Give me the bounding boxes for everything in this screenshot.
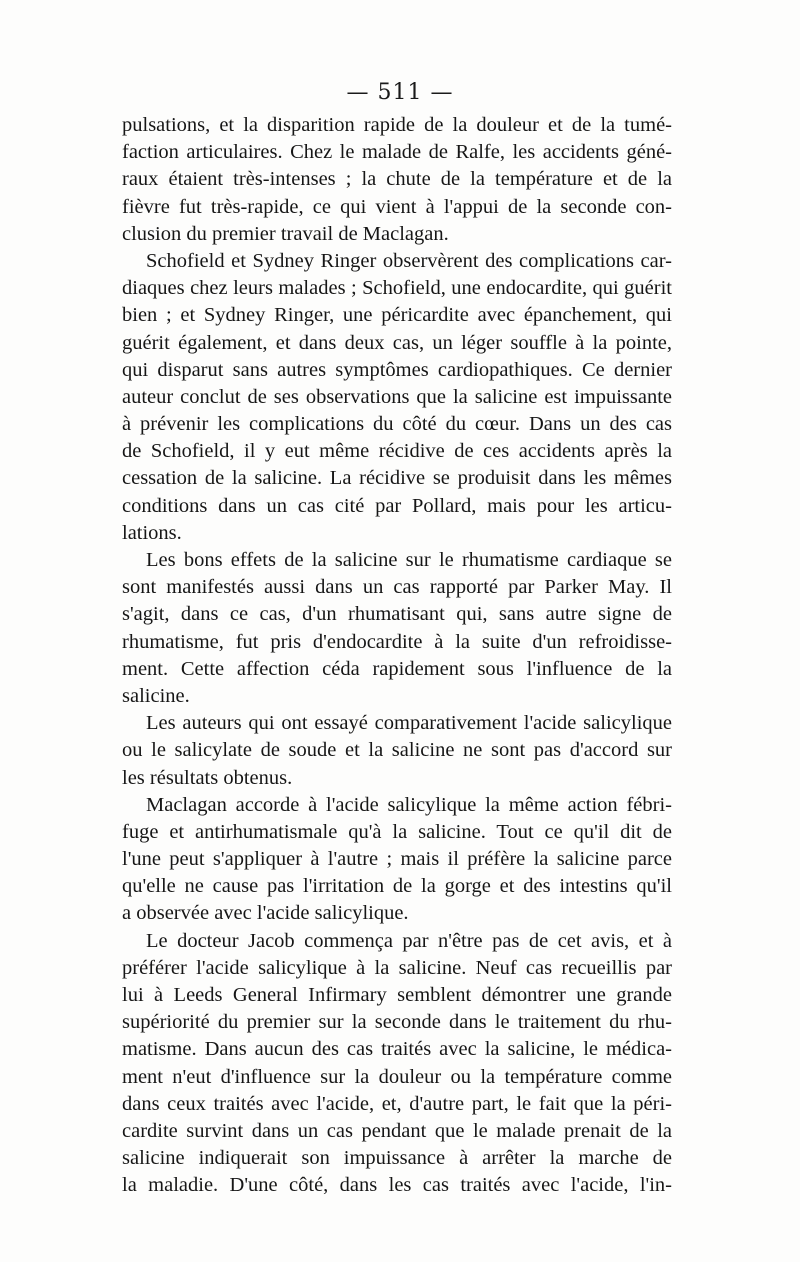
text-line: s'agit, dans ce cas, d'un rhumatisant qui, sans autre signe de <box>122 603 672 626</box>
text-line: sont manifestés aussi dans un cas rapporté par Parker May. Il <box>122 576 672 599</box>
page-number: — 511 — <box>346 80 454 105</box>
text-line: ment n'eut d'influence sur la douleur ou la température comme <box>122 1065 672 1088</box>
text-line: à prévenir les complications du côté du cœur. Dans un des cas <box>122 413 672 436</box>
text-line: les résultats obtenus. <box>122 766 293 789</box>
text-line: guérit également, et dans deux cas, un léger souffle à la pointe, <box>122 331 672 354</box>
text-line: Schofield et Sydney Ringer observèrent des complications car- <box>146 249 672 272</box>
text-line: cessation de la salicine. La récidive se produisit dans les mêmes <box>122 467 672 490</box>
text-line: supériorité du premier sur la seconde dans le traitement du rhu- <box>122 1011 672 1034</box>
text-line: a observée avec l'acide salicylique. <box>122 902 409 925</box>
text-line: fièvre fut très-rapide, ce qui vient à l'appui de la seconde con- <box>122 195 672 218</box>
text-line: bien ; et Sydney Ringer, une péricardite avec épanchement, qui <box>122 304 672 327</box>
text-line: lui à Leeds General Infirmary semblent démontrer une grande <box>122 984 672 1006</box>
text-line: Maclagan accorde à l'acide salicylique la même action fébri- <box>146 793 672 816</box>
text-line: auteur conclut de ses observations que la salicine est impuissante <box>122 385 672 408</box>
text-line: clusion du premier travail de Maclagan. <box>122 222 449 245</box>
text-line: dans ceux traités avec l'acide, et, d'autre part, le fait que la péri- <box>122 1092 672 1115</box>
text-line: salicine. <box>122 684 190 707</box>
text-line: qu'elle ne cause pas l'irritation de la gorge et des intestins qu'il <box>122 875 672 898</box>
text-line: lations. <box>122 521 182 544</box>
text-line: salicine indiquerait son impuissance à arrêter la marche de <box>122 1147 672 1170</box>
text-line: préférer l'acide salicylique à la salicine. Neuf cas recueillis par <box>122 956 672 979</box>
text-line: de Schofield, il y eut même récidive de ces accidents après la <box>122 440 672 463</box>
text-line: diaques chez leurs malades ; Schofield, une endocardite, qui guérit <box>122 277 672 300</box>
text-line: l'une peut s'appliquer à l'autre ; mais il préfère la salicine parce <box>122 848 672 871</box>
text-line: Les auteurs qui ont essayé comparativement l'acide salicylique <box>146 712 672 735</box>
body-text <box>122 112 672 1200</box>
text-line: pulsations, et la disparition rapide de la douleur et de la tumé- <box>122 114 672 136</box>
text-line: raux étaient très-intenses ; la chute de la température et de la <box>122 168 672 191</box>
text-line: conditions dans un cas cité par Pollard, mais pour les articu- <box>122 494 672 517</box>
text-line: faction articulaires. Chez le malade de Ralfe, les accidents géné- <box>122 141 672 164</box>
text-line: la maladie. D'une côté, dans les cas traités avec l'acide, l'in- <box>122 1174 672 1197</box>
text-line: Le docteur Jacob commença par n'être pas de cet avis, et à <box>146 929 672 952</box>
text-line: qui disparut sans autres symptômes cardiopathiques. Ce dernier <box>122 358 672 381</box>
text-line: fuge et antirhumatismale qu'à la salicine. Tout ce qu'il dit de <box>122 820 672 843</box>
text-line: ou le salicylate de soude et la salicine ne sont pas d'accord sur <box>122 739 672 762</box>
text-line: matisme. Dans aucun des cas traités avec la salicine, le médica- <box>122 1038 672 1061</box>
text-line: ment. Cette affection céda rapidement sous l'influence de la <box>122 657 672 680</box>
text-line: rhumatisme, fut pris d'endocardite à la suite d'un refroidisse- <box>122 630 672 653</box>
text-line: cardite survint dans un cas pendant que le malade prenait de la <box>122 1119 672 1142</box>
text-line: Les bons effets de la salicine sur le rhumatisme cardiaque se <box>146 549 672 571</box>
